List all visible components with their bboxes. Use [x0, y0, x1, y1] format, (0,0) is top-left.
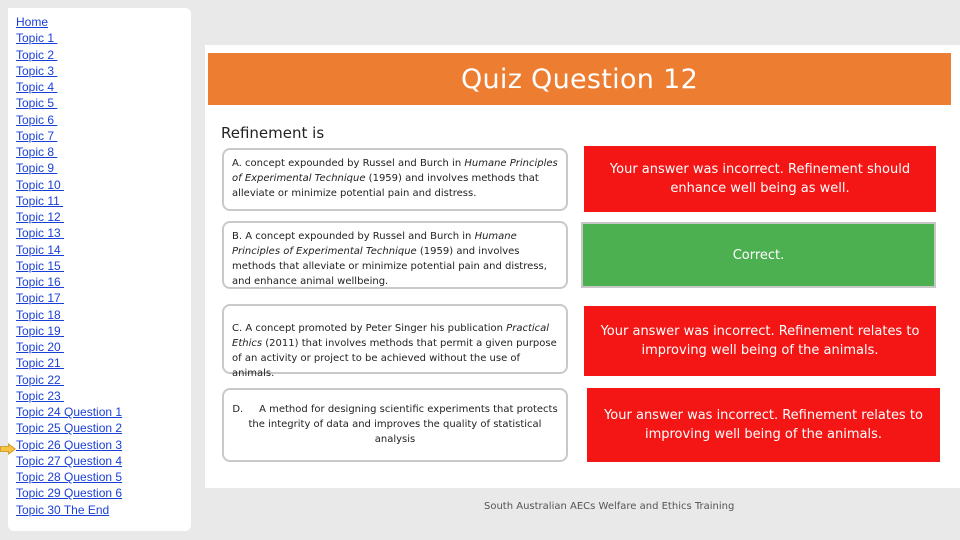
feedback-b-correct: Correct.: [581, 222, 936, 288]
nav-link-topic-6[interactable]: Topic 6: [16, 112, 58, 127]
nav-link-topic-17[interactable]: Topic 17: [16, 291, 65, 306]
option-a-text-end: (1959) and involves methods that alleviate or minimize potential pain and distress.: [232, 173, 539, 199]
nav-link-topic-1[interactable]: Topic 1: [16, 31, 58, 46]
nav-link-topic-14[interactable]: Topic 14: [16, 242, 65, 257]
nav-link-topic-4[interactable]: Topic 4: [16, 80, 58, 94]
nav-link-topic-22[interactable]: Topic 22: [16, 372, 65, 387]
nav-link-home[interactable]: Home: [16, 15, 49, 29]
option-c-text-end: (2011) that involves methods that permit a given purpose of an activity or project to be achieved without the use of animals.: [232, 338, 557, 379]
question-text: Refinement is: [221, 124, 325, 142]
option-a-text: A. concept expounded by Russel and Burch in: [232, 158, 465, 169]
nav-link-topic-27[interactable]: Topic 27 Question 4: [16, 453, 123, 468]
nav-link-topic-21[interactable]: Topic 21: [16, 356, 65, 371]
nav-link-topic-25[interactable]: Topic 25 Question 2: [16, 421, 123, 436]
nav-link-topic-3[interactable]: Topic 3: [16, 63, 58, 78]
nav-link-topic-30[interactable]: Topic 30 The End: [16, 502, 110, 517]
feedback-a-incorrect: Your answer was incorrect. Refinement should enhance well being as well.: [584, 146, 936, 212]
nav-link-topic-9[interactable]: Topic 9: [16, 161, 58, 176]
nav-link-topic-24[interactable]: Topic 24 Question 1: [16, 405, 123, 419]
nav-link-topic-5[interactable]: Topic 5: [16, 96, 58, 111]
nav-link-topic-20[interactable]: Topic 20: [16, 340, 65, 354]
answer-option-a[interactable]: [222, 148, 568, 211]
option-b-text: B. A concept expounded by Russel and Burch in: [232, 231, 475, 242]
slide-title: Quiz Question 12: [460, 63, 699, 95]
topic-nav: [16, 14, 188, 518]
option-d-text: D. A method for designing scientific experiments that protects the integrity of data and improves the quality of statistical analysis: [232, 404, 561, 445]
nav-link-topic-7[interactable]: Topic 7: [16, 128, 58, 143]
nav-link-topic-16[interactable]: Topic 16: [16, 275, 65, 289]
footer-text: South Australian AECs Welfare and Ethics Training: [484, 501, 735, 512]
answer-option-c[interactable]: [222, 304, 568, 379]
nav-link-topic-8[interactable]: Topic 8: [16, 145, 58, 159]
title-banner: [208, 53, 951, 105]
nav-link-topic-10[interactable]: Topic 10: [16, 177, 65, 192]
nav-link-topic-12[interactable]: Topic 12: [16, 210, 65, 224]
feedback-d-incorrect: Your answer was incorrect. Refinement relates to improving well being of the animals.: [587, 388, 940, 462]
arrow-right-icon: [0, 443, 16, 455]
nav-link-topic-19[interactable]: Topic 19: [16, 323, 65, 338]
nav-link-topic-23[interactable]: Topic 23: [16, 388, 65, 403]
nav-link-topic-26[interactable]: Topic 26 Question 3: [16, 437, 123, 452]
nav-link-topic-2[interactable]: Topic 2: [16, 47, 58, 62]
nav-link-topic-28[interactable]: Topic 28 Question 5: [16, 470, 123, 484]
nav-link-topic-11[interactable]: Topic 11: [16, 193, 64, 208]
nav-link-topic-18[interactable]: Topic 18: [16, 307, 65, 322]
feedback-c-incorrect: Your answer was incorrect. Refinement relates to improving well being of the animals.: [584, 306, 936, 376]
answer-option-b[interactable]: [222, 221, 568, 289]
option-c-text: C. A concept promoted by Peter Singer his publication: [232, 323, 507, 334]
option-c-book-title: Practical Ethics: [232, 323, 550, 349]
answer-option-d[interactable]: [222, 388, 568, 462]
nav-link-topic-13[interactable]: Topic 13: [16, 226, 65, 241]
option-b-book-title: Humane Principles of Experimental Technique: [232, 231, 517, 257]
option-b-text-end: (1959) and involves methods that alleviate or minimize potential pain and distress, and enhance animal wellbeing.: [232, 246, 547, 287]
nav-link-topic-29[interactable]: Topic 29 Question 6: [16, 486, 123, 501]
nav-link-topic-15[interactable]: Topic 15: [16, 258, 65, 273]
option-a-book-title: Humane Principles of Experimental Technique: [232, 158, 558, 184]
